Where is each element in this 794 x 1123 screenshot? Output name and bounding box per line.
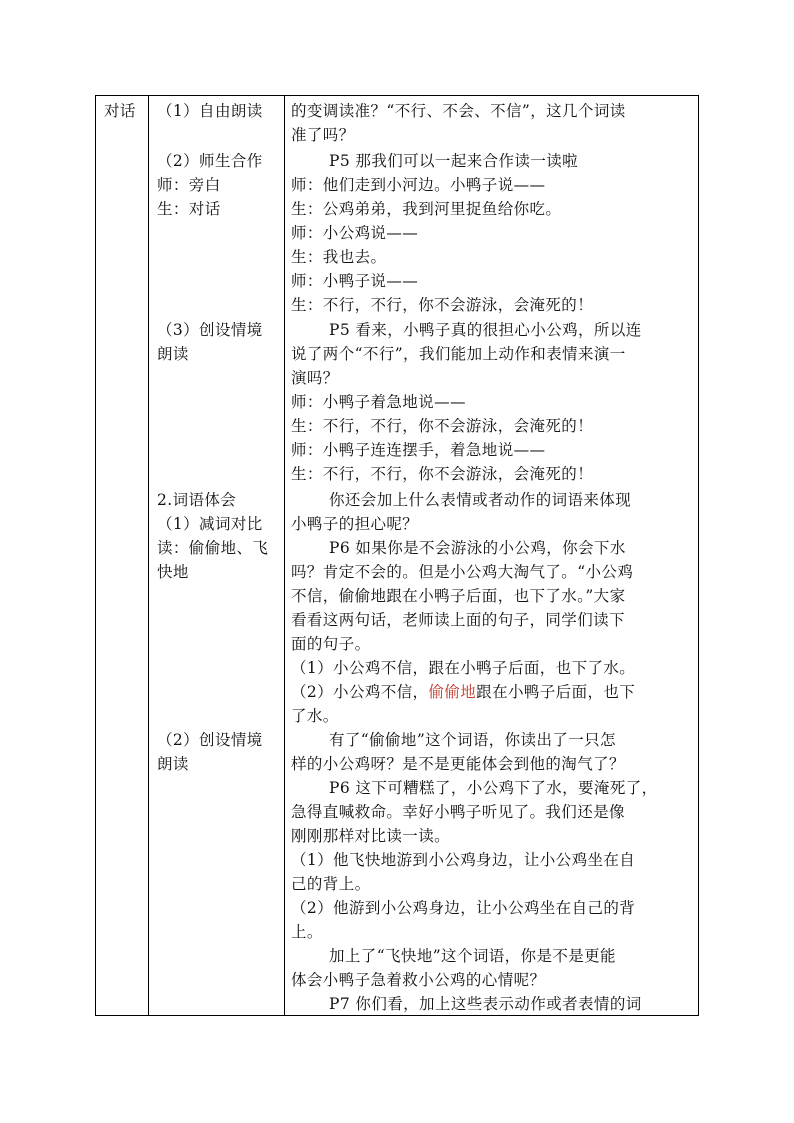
content-line: P7 你们看，加上这些表示动作或者表情的词 (329, 995, 642, 1013)
content-line: （2）他游到小公鸡身边，让小公鸡坐在自己的背 (291, 899, 636, 917)
content-line: 生：公鸡弟弟，我到河里捉鱼给你吃。 (291, 200, 562, 218)
step-free-reading: （1）自由朗读 (157, 102, 263, 120)
column-divider (284, 96, 285, 1015)
step-scenario-reading: （3）创设情境 (157, 321, 263, 339)
content-line (291, 680, 635, 704)
content-line: 了水。 (291, 707, 339, 725)
step-word-experience: 2.词语体会 (157, 491, 237, 509)
content-line: 刚刚那样对比读一读。 (291, 827, 451, 845)
content-line: 面的句子。 (291, 635, 371, 653)
step-student-role: 生：对话 (157, 200, 221, 218)
content-line: 说了两个“不行”，我们能加上动作和表情来演一 (291, 345, 626, 363)
content-line: 师：小公鸡说—— (291, 224, 419, 242)
step-cooperative-reading: （2）师生合作 (157, 152, 263, 170)
content-line: 加上了“飞快地”这个词语，你是不是更能 (329, 947, 616, 965)
step-scenario-reading-cont: 朗读 (157, 345, 189, 363)
content-line: 生：我也去。 (291, 248, 387, 266)
section-label: 对话 (104, 102, 136, 120)
content-line: 不信，偷偷地跟在小鸭子后面，也下了水。”大家 (291, 587, 626, 605)
step-scenario-reading-2: （2）创设情境 (157, 731, 263, 749)
content-line: 师：小鸭子连连摆手，着急地说—— (291, 441, 546, 459)
highlighted-word: 偷偷地 (428, 683, 477, 701)
content-line: 生：不行，不行，你不会游泳，会淹死的！ (291, 417, 594, 435)
column-divider (148, 96, 149, 1015)
content-line: 的变调读准？“不行、不会、不信”，这几个词读 (291, 102, 626, 120)
content-line: 准了吗？ (291, 126, 355, 144)
content-line: 师：他们走到小河边。小鸭子说—— (291, 176, 546, 194)
content-line: 吗？肯定不会的。但是小公鸡大淘气了。“小公鸡 (291, 563, 634, 581)
content-line: P6 这下可糟糕了，小公鸡下了水，要淹死了， (329, 779, 658, 797)
content-line: 你还会加上什么表情或者动作的词语来体现 (329, 491, 632, 509)
step-contrast-reading: （1）减词对比 (157, 515, 263, 533)
content-line: 师：小鸭子着急地说—— (291, 393, 466, 411)
content-line: 生：不行，不行，你不会游泳，会淹死的！ (291, 465, 594, 483)
content-line: P6 如果你是不会游泳的小公鸡，你会下水 (329, 539, 626, 557)
content-text: 跟在小鸭子后面，也下 (476, 683, 636, 701)
content-line: 己的背上。 (291, 875, 371, 893)
step-scenario-reading-2-cont: 朗读 (157, 755, 189, 773)
content-line: 师：小鸭子说—— (291, 272, 419, 290)
content-line: P5 那我们可以一起来合作读一读啦 (329, 152, 579, 170)
content-line: 上。 (291, 923, 323, 941)
content-line: （1）他飞快地游到小公鸡身边，让小公鸡坐在自 (291, 851, 636, 869)
content-line: 看看这两句话，老师读上面的句子，同学们读下 (291, 611, 625, 629)
content-line: P5 看来，小鸭子真的很担心小公鸡，所以连 (329, 321, 642, 339)
content-text: （2）小公鸡不信， (291, 683, 429, 701)
step-contrast-words-cont: 快地 (157, 563, 189, 581)
content-line: 演吗？ (291, 369, 339, 387)
content-line: 急得直喊救命。幸好小鸭子听见了。我们还是像 (291, 803, 625, 821)
step-contrast-words: 读：偷偷地、飞 (157, 539, 269, 557)
content-line: 样的小公鸡呀？是不是更能体会到他的淘气了？ (291, 755, 625, 773)
content-line: 小鸭子的担心呢？ (291, 515, 419, 533)
content-line: 体会小鸭子急着救小公鸡的心情呢？ (291, 971, 546, 989)
content-line: 有了“偷偷地”这个词语，你读出了一只怎 (329, 731, 616, 749)
content-line: （1）小公鸡不信，跟在小鸭子后面，也下了水。 (291, 659, 636, 677)
lesson-plan-table (95, 95, 699, 1016)
content-line: 生：不行，不行，你不会游泳，会淹死的！ (291, 296, 594, 314)
step-teacher-role: 师：旁白 (157, 176, 221, 194)
